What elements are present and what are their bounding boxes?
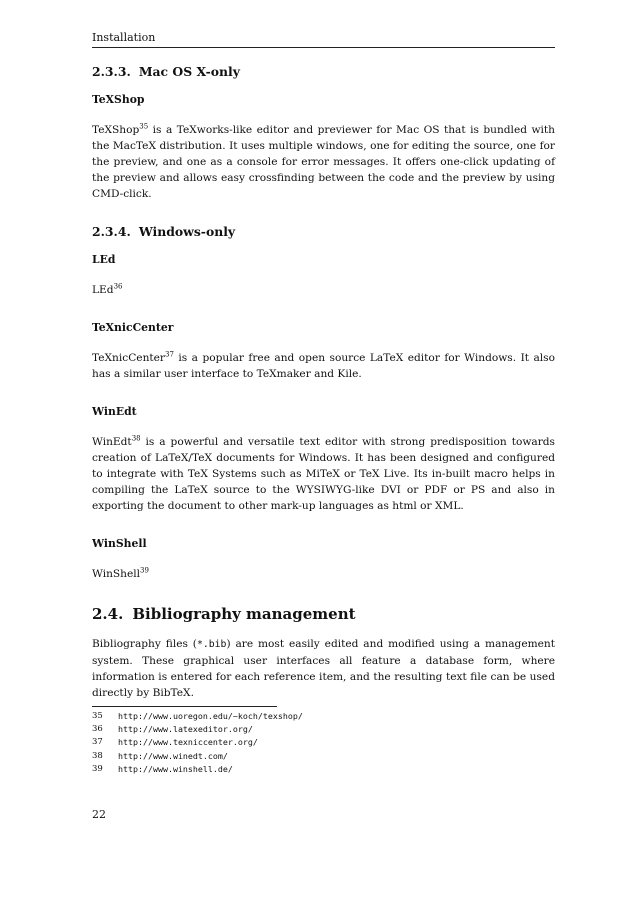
footnotes	[92, 710, 303, 776]
texshop-name: TeXShop	[92, 124, 140, 136]
footnote-link[interactable]: http://www.latexeditor.org/	[118, 724, 253, 735]
footnote-number: 37	[92, 737, 103, 748]
footnote-number: 38	[92, 750, 103, 761]
paragraph-heading-winedt: WinEdt	[92, 405, 137, 418]
footnote-ref: 36	[113, 282, 123, 291]
subsection-heading-windows	[92, 224, 555, 240]
led-paragraph	[92, 282, 555, 298]
subsection-number: 2.3.4.	[92, 224, 131, 239]
texniccenter-paragraph	[92, 350, 555, 382]
winedt-name: WinEdt	[92, 436, 132, 448]
footnote-item	[92, 723, 303, 736]
paragraph-heading-texshop: TeXShop	[92, 93, 145, 106]
running-head: Installation	[92, 31, 156, 44]
subsection-heading-mac	[92, 64, 555, 80]
footnote-number: 39	[92, 763, 103, 774]
footnote-item	[92, 763, 303, 776]
footnote-number: 36	[92, 724, 103, 735]
led-name: LEd	[92, 284, 114, 296]
footnote-link[interactable]: http://www.uoregon.edu/~koch/texshop/	[118, 711, 303, 721]
paragraph-heading-texniccenter: TeXnicCenter	[92, 321, 174, 334]
page-content	[92, 64, 555, 719]
winshell-paragraph	[92, 566, 555, 582]
footnote-item	[92, 750, 303, 763]
bibliography-paragraph	[92, 636, 555, 701]
winshell-name: WinShell	[92, 568, 141, 580]
texniccenter-text: is a popular free and open source LaTeX editor for Windows. It also has a similar user interface to TeXmaker and Kile.	[92, 352, 555, 380]
subsection-number: 2.3.3.	[92, 64, 131, 79]
footnote-link[interactable]: http://www.winedt.com/	[118, 750, 228, 761]
section-number: 2.4.	[92, 605, 124, 623]
page-number: 22	[92, 808, 106, 821]
footnote-item	[92, 736, 303, 749]
footnote-item	[92, 710, 303, 723]
paragraph-heading-winshell: WinShell	[92, 537, 147, 550]
footnote-ref: 37	[165, 350, 174, 359]
texshop-text: is a TeXworks-like editor and previewer for Mac OS that is bundled with the MacTeX distribution. It uses multiple windows, one for editing the source, one for the preview, and one as a console for error messages. It offers one-click updating of the preview and allows easy crossfinding between the code and the preview by using CMD-click.	[92, 124, 555, 200]
footnote-ref: 38	[131, 434, 141, 443]
texniccenter-name: TeXnicCenter	[92, 352, 165, 364]
section-heading-bibliography	[92, 606, 555, 622]
footnote-ref: 39	[140, 566, 149, 575]
footnote-ref: 35	[139, 122, 149, 131]
bib-text-before: Bibliography files (	[92, 638, 197, 650]
footnote-link[interactable]: http://www.winshell.de/	[118, 763, 233, 774]
texshop-paragraph	[92, 122, 555, 202]
section-title: Bibliography management	[132, 605, 356, 623]
footnote-rule	[92, 706, 277, 707]
winedt-text: is a powerful and versatile text editor with strong predisposition towards creation of LaTeX/TeX documents for Windows. It has been designed and configured to integrate with TeX Systems such as MiTeX or TeX Live. Its in-built macro helps in compiling the LaTeX source to the WYSIWYG-like DVI or PDF or PS and also in exporting the document to other mark-up languages as html or XML.	[92, 436, 555, 512]
footnote-link[interactable]: http://www.texniccenter.org/	[118, 737, 258, 748]
paragraph-heading-led: LEd	[92, 253, 116, 266]
footnote-number: 35	[92, 711, 103, 721]
subsection-title: Mac OS X-only	[138, 64, 240, 79]
bib-file-extension: *.bib	[196, 639, 227, 650]
subsection-title: Windows-only	[138, 224, 236, 239]
header-rule	[92, 47, 555, 48]
winedt-paragraph	[92, 434, 555, 514]
bib-text-after: ) are most easily edited and modified using a management system. These graphical user interfaces all feature a database form, where information is entered for each reference item, and the resulting text file can be used directly by BibTeX.	[92, 638, 555, 699]
